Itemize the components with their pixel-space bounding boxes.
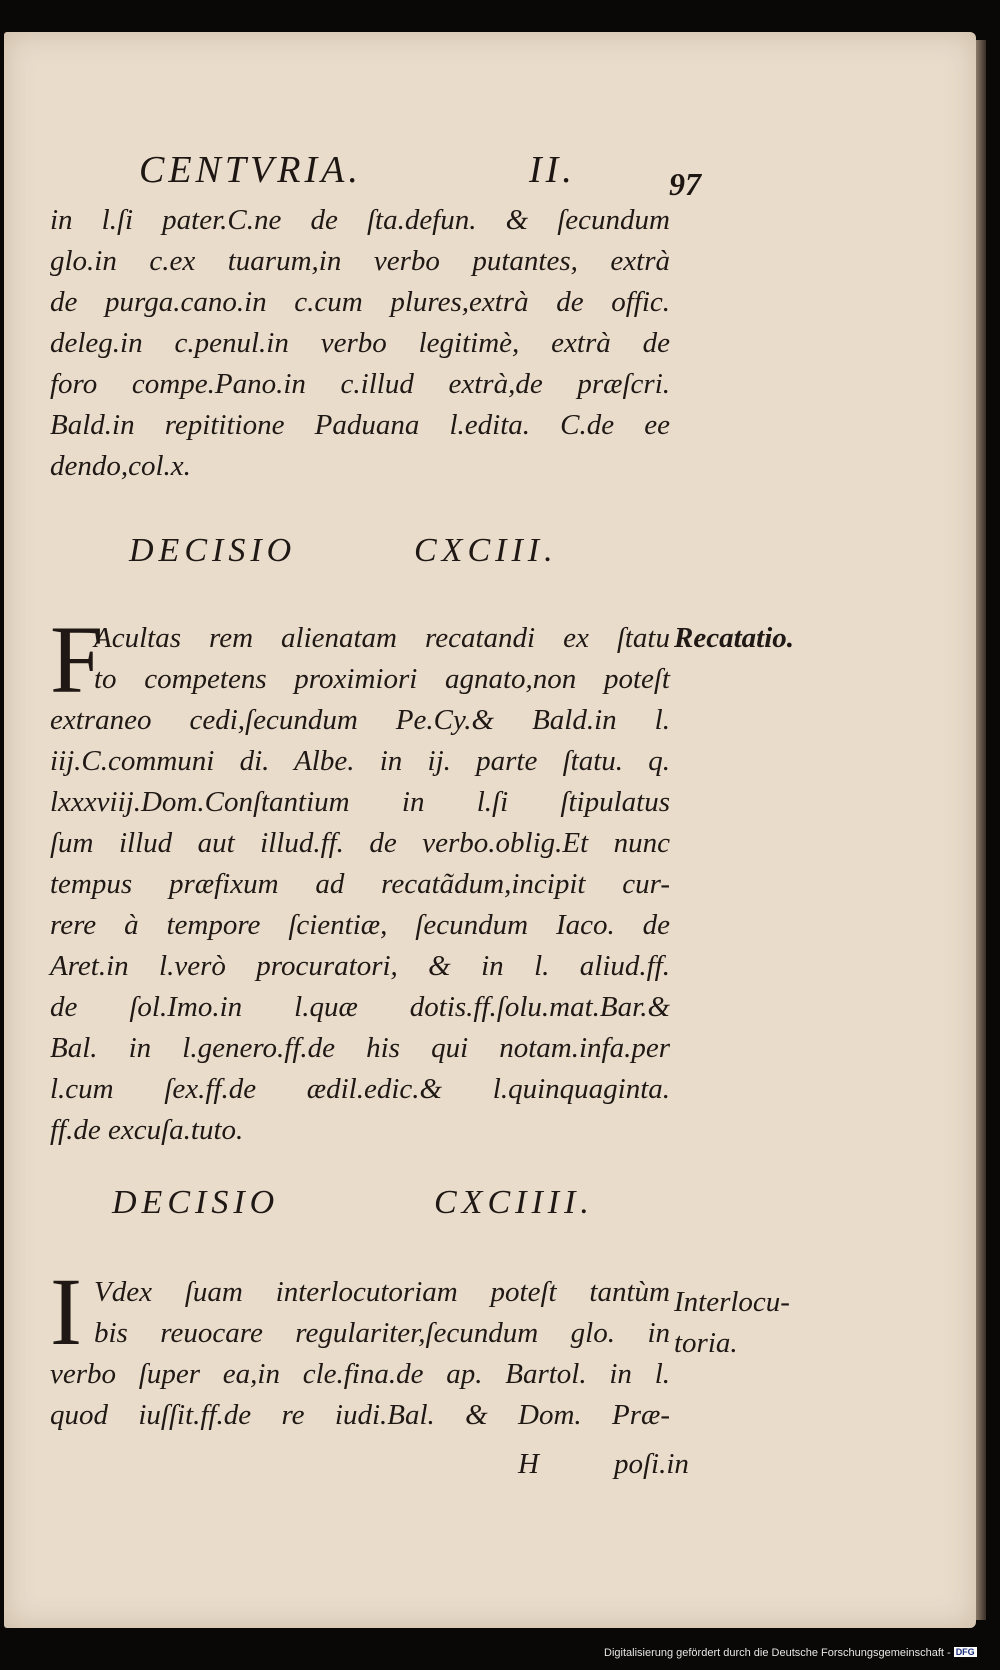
text-line: de ſol.Imo.in l.quæ dotis.ff.ſolu.mat.Bar.& [50, 991, 670, 1023]
text-line: foro compe.Pano.in c.illud extrà,de præſcri. [50, 368, 670, 400]
margin-note: toria. [674, 1327, 738, 1359]
drop-initial: F [50, 606, 104, 713]
text-line: rere à tempore ſcientiæ, ſecundum Iaco. de [50, 909, 670, 941]
margin-note: Recatatio. [674, 622, 795, 654]
text-line: bis reuocare regulariter,ſecundum glo. in [94, 1317, 670, 1349]
decisio-heading [4, 1184, 976, 1234]
text-line: Bald.in repititione Paduana l.edita. C.de ee [50, 409, 670, 441]
folio-number: 97 [669, 166, 701, 202]
decisio-heading [4, 532, 976, 582]
decisio-number: CXCIIII. [434, 1184, 594, 1221]
catchline [50, 1448, 689, 1489]
text-line: extraneo cedi,ſecundum Pe.Cy.& Bald.in l. [50, 704, 670, 736]
drop-initial: I [50, 1258, 82, 1365]
text-line: tempus præfixum ad recatãdum,incipit cur- [50, 868, 670, 900]
margin-note: Interlocu- [674, 1286, 790, 1318]
signature-mark: H [518, 1448, 539, 1480]
text-line: ſum illud aut illud.ff. de verbo.oblig.Et nunc [50, 827, 670, 859]
decisio-number: CXCIII. [414, 532, 558, 569]
page-edge [976, 40, 986, 1620]
funding-credit-text: Digitalisierung gefördert durch die Deutsche Forschungsgemeinschaft - [604, 1647, 951, 1659]
text-line: to competens proximiori agnato,non poteſt [94, 663, 670, 695]
text-line: de purga.cano.in c.cum plures,extrà de offic. [50, 286, 670, 318]
text-line: lxxxviij.Dom.Conſtantium in l.ſi ſtipulatus [50, 786, 670, 818]
text-line: deleg.in c.penul.in verbo legitimè, extrà de [50, 327, 670, 359]
decisio-word: DECISIO [112, 1184, 280, 1221]
text-line: Vdex ſuam interlocutoriam poteſt tantùm [94, 1276, 670, 1308]
decisio-paragraph [50, 618, 670, 1151]
running-head: CENTVRIA. [139, 149, 362, 191]
text-line: Bal. in l.genero.ff.de his qui notam.infa.per [50, 1032, 670, 1064]
text-line: glo.in c.ex tuarum,in verbo putantes, extrà [50, 245, 670, 277]
text-line: l.cum ſex.ff.de ædil.edic.& l.quinquaginta. [50, 1073, 670, 1105]
text-line: quod iuſſit.ff.de re iudi.Bal. & Dom. Præ- [50, 1399, 670, 1431]
running-head-number: II. [529, 149, 576, 191]
text-line: iij.C.communi di. Albe. in ij. parte ſtatu. q. [50, 745, 670, 777]
text-line: Aret.in l.verò procuratori, & in l. aliud.ff. [50, 950, 670, 982]
catchword: poſi.in [614, 1448, 689, 1480]
decisio-paragraph [50, 1272, 670, 1436]
text-line: verbo ſuper ea,in cle.fina.de ap. Bartol. in l. [50, 1358, 670, 1390]
book-page [4, 32, 976, 1628]
dfg-logo: DFG [955, 1647, 975, 1657]
page-header [4, 142, 976, 202]
text-line: dendo,col.x. [50, 450, 191, 482]
text-line: ff.de excuſa.tuto. [50, 1114, 244, 1146]
decisio-word: DECISIO [129, 532, 297, 569]
text-line: Acultas rem alienatam recatandi ex ſtatu [94, 622, 670, 654]
top-paragraph [50, 200, 670, 487]
funding-credit [604, 1647, 977, 1659]
text-line: in l.ſi pater.C.ne de ſta.defun. & ſecundum [50, 204, 670, 236]
